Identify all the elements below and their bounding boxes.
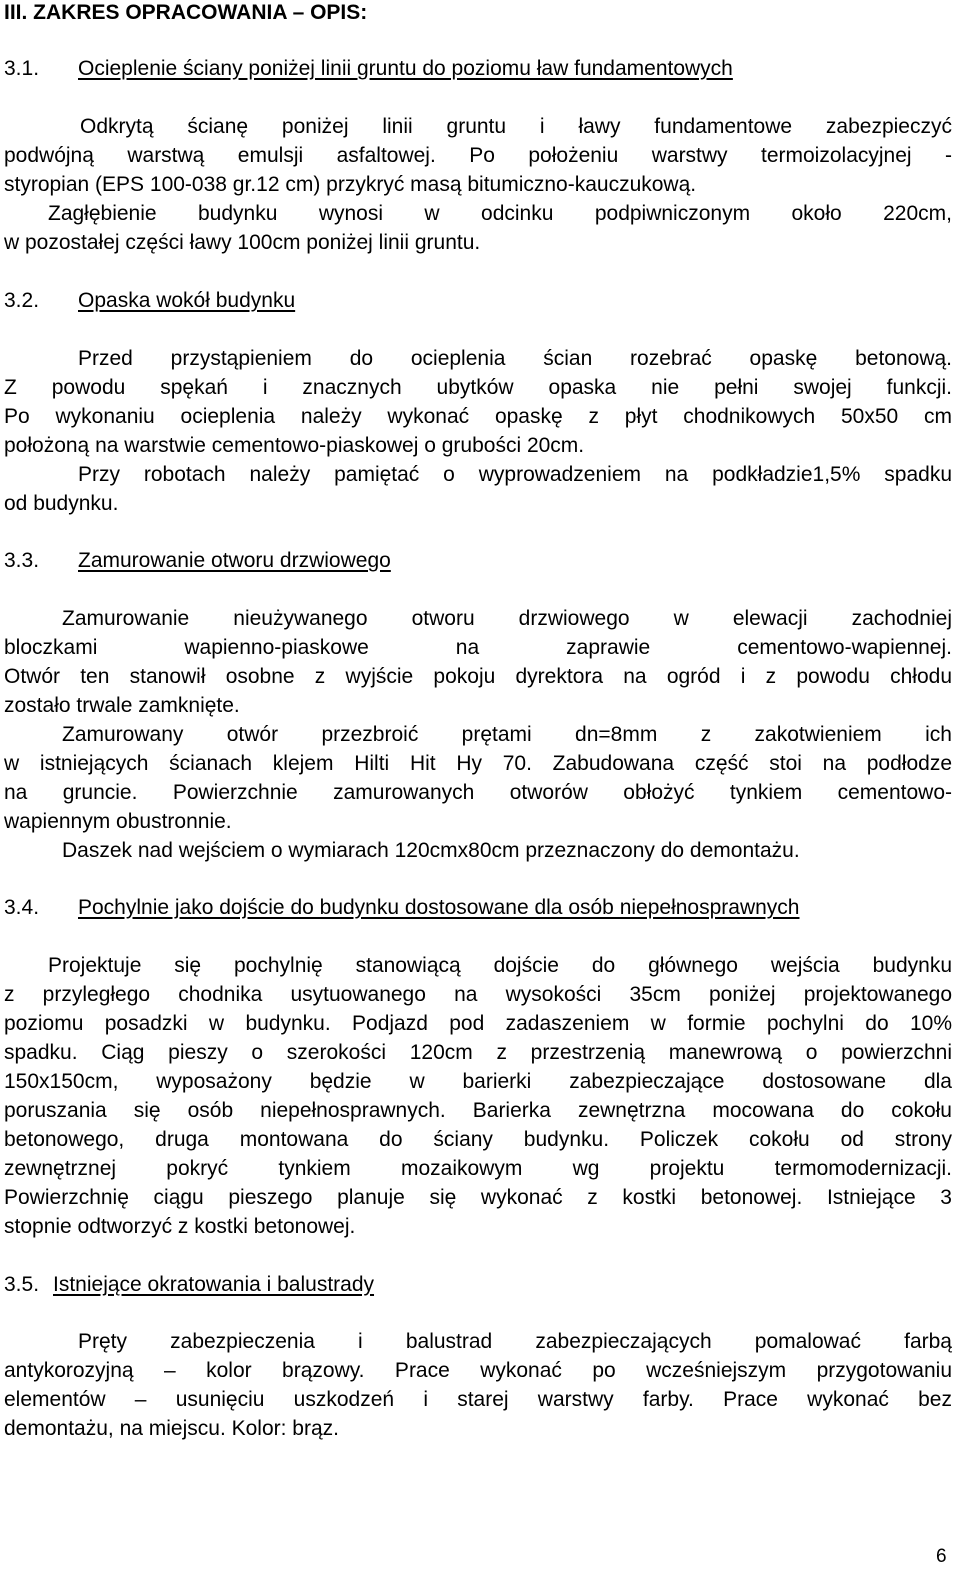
text-line: Zagłębienie budynku wynosi w odcinku podpiwniczonym około 220cm, bbox=[48, 202, 952, 225]
main-heading: III. ZAKRES OPRACOWANIA – OPIS: bbox=[4, 1, 368, 24]
text-line: Otwór ten stanowił osobne z wyjście pokoju dyrektora na ogród i z powodu chłodu bbox=[4, 665, 952, 688]
text-line: Daszek nad wejściem o wymiarach 120cmx80cm przeznaczony do demontażu. bbox=[62, 839, 800, 862]
text-line: w istniejących ścianach klejem Hilti Hit Hy 70. Zabudowana część stoi na podłodze bbox=[4, 752, 952, 775]
text-line: poruszania się osób niepełnosprawnych. Barierka zewnętrzna mocowana do cokołu bbox=[4, 1099, 952, 1122]
text-line: bloczkami wapienno-piaskowe na zaprawie cementowo-wapiennej. bbox=[4, 636, 952, 659]
text-line: stopnie odtworzyć z kostki betonowej. bbox=[4, 1215, 356, 1238]
text-line: styropian (EPS 100-038 gr.12 cm) przykryć masą bitumiczno-kauczukową. bbox=[4, 173, 697, 196]
section-title: Istniejące okratowania i balustrady bbox=[53, 1273, 375, 1296]
section-number: 3.5. bbox=[4, 1273, 40, 1296]
section-title: Zamurowanie otworu drzwiowego bbox=[78, 549, 391, 572]
section-body bbox=[4, 112, 952, 257]
text-line: Przed przystąpieniem do ocieplenia ścian rozebrać opaskę betonową. bbox=[78, 347, 952, 370]
text-line: położoną na warstwie cementowo-piaskowej o grubości 20cm. bbox=[4, 434, 585, 457]
text-line: betonowego, druga montowana do ściany budynku. Policzek cokołu od strony bbox=[4, 1128, 952, 1151]
section-body bbox=[4, 1327, 952, 1443]
text-line: podwójną warstwą emulsji asfaltowej. Po położeniu warstwy termoizolacyjnej - bbox=[4, 144, 952, 167]
text-line: Projektuje się pochylnię stanowiącą dojście do głównego wejścia budynku bbox=[48, 954, 952, 977]
text-line: Pręty zabezpieczenia i balustrad zabezpieczających pomalować farbą bbox=[78, 1330, 952, 1353]
section-body bbox=[4, 604, 952, 865]
section-number: 3.1. bbox=[4, 57, 40, 80]
section-number: 3.2. bbox=[4, 289, 40, 312]
text-line: Z powodu spękań i znacznych ubytków opaska nie pełni swojej funkcji. bbox=[4, 376, 952, 399]
section-number: 3.3. bbox=[4, 549, 40, 572]
text-line: poziomu posadzki w budynku. Podjazd pod zadaszeniem w formie pochylni do 10% bbox=[4, 1012, 952, 1035]
text-line: antykorozyjną – kolor brązowy. Prace wykonać po wcześniejszym przygotowaniu bbox=[4, 1359, 952, 1382]
text-line: w pozostałej części ławy 100cm poniżej linii gruntu. bbox=[4, 231, 481, 254]
text-line: Po wykonaniu ocieplenia należy wykonać opaskę z płyt chodnikowych 50x50 cm bbox=[4, 405, 952, 428]
section-title: Ocieplenie ściany poniżej linii gruntu do poziomu ław fundamentowych bbox=[78, 57, 733, 80]
text-line: zostało trwale zamknięte. bbox=[4, 694, 240, 717]
section-body bbox=[4, 951, 952, 1241]
text-line: elementów – usunięciu uszkodzeń i starej warstwy farby. Prace wykonać bez bbox=[4, 1388, 952, 1411]
text-line: Przy robotach należy pamiętać o wyprowadzeniem na podkładzie1,5% spadku bbox=[78, 463, 952, 486]
text-line: z przyległego chodnika usytuowanego na wysokości 35cm poniżej projektowanego bbox=[4, 983, 952, 1006]
text-line: 150x150cm, wyposażony będzie w barierki zabezpieczające dostosowane dla bbox=[4, 1070, 952, 1093]
section-title: Pochylnie jako dojście do budynku dostosowane dla osób niepełnosprawnych bbox=[78, 896, 800, 919]
text-line: wapiennym obustronnie. bbox=[4, 810, 232, 833]
text-line: Zamurowany otwór przezbroić prętami dn=8mm z zakotwieniem ich bbox=[62, 723, 952, 746]
text-line: Powierzchnię ciągu pieszego planuje się wykonać z kostki betonowej. Istniejące 3 bbox=[4, 1186, 952, 1209]
section-title: Opaska wokół budynku bbox=[78, 289, 296, 312]
text-line: od budynku. bbox=[4, 492, 119, 515]
section-number: 3.4. bbox=[4, 896, 40, 919]
text-line: zewnętrznej pokryć tynkiem mozaikowym wg projektu termomodernizacji. bbox=[4, 1157, 952, 1180]
text-line: spadku. Ciąg pieszy o szerokości 120cm z przestrzenią manewrową o powierzchni bbox=[4, 1041, 952, 1064]
text-line: Odkrytą ścianę poniżej linii gruntu i ławy fundamentowe zabezpieczyć bbox=[80, 115, 952, 138]
text-line: na gruncie. Powierzchnie zamurowanych otworów obłożyć tynkiem cementowo- bbox=[4, 781, 952, 804]
section-body bbox=[4, 344, 952, 518]
text-line: Zamurowanie nieużywanego otworu drzwiowego w elewacji zachodniej bbox=[62, 607, 952, 630]
text-line: demontażu, na miejscu. Kolor: brąz. bbox=[4, 1417, 339, 1440]
page-number: 6 bbox=[936, 1546, 947, 1567]
